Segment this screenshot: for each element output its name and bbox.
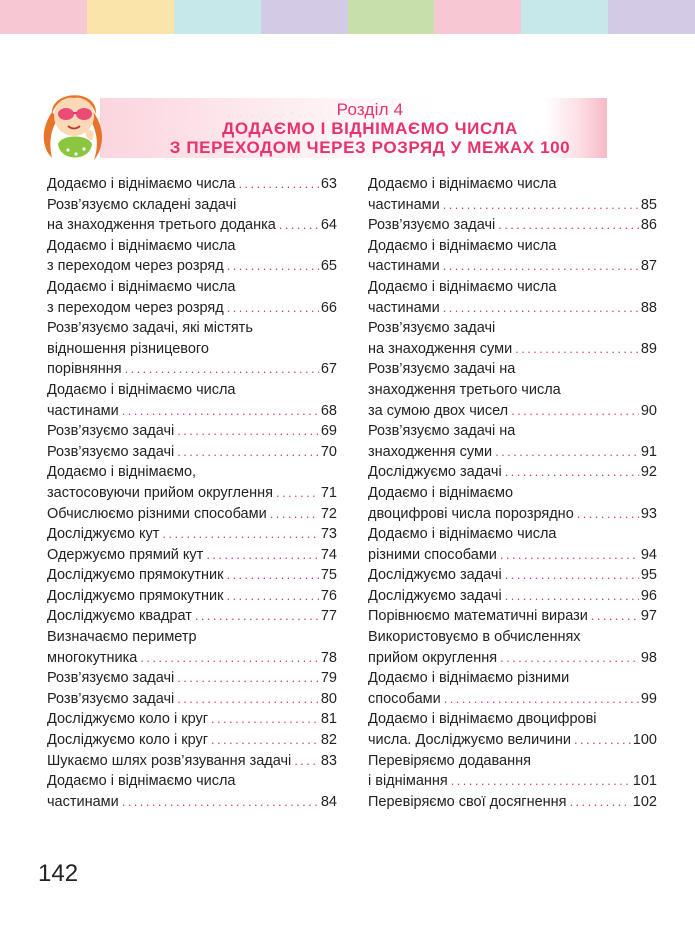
toc-page-number: 79 [320, 670, 337, 687]
toc-entry-last-line [47, 730, 337, 751]
toc-entry-text: Додаємо і віднімаємо числа [47, 773, 236, 790]
toc-page-number: 77 [320, 608, 337, 625]
toc-page-number: 85 [640, 196, 657, 213]
dot-leader [444, 689, 639, 710]
toc-entry[interactable] [47, 565, 337, 586]
toc-entry-text: частинами [47, 402, 119, 419]
toc-entry-text: Шукаємо шлях розв’язування задачі [47, 752, 292, 769]
toc-entry[interactable] [47, 277, 337, 318]
toc-entry-text: частинами [368, 196, 440, 213]
dot-leader [511, 401, 639, 422]
toc-entry-text: Досліджуємо коло і круг [47, 732, 209, 749]
toc-entry-last-line [368, 215, 657, 236]
dot-leader [239, 174, 319, 195]
toc-entry-last-line [368, 606, 657, 627]
toc-entry-text: частинами [368, 299, 440, 316]
toc-entry-text: Досліджуємо прямокутник [47, 567, 224, 584]
toc-page-number: 71 [320, 484, 337, 501]
toc-entry[interactable] [47, 524, 337, 545]
toc-entry-last-line [47, 174, 337, 195]
toc-entry[interactable] [47, 668, 337, 689]
toc-entry[interactable] [47, 689, 337, 710]
dot-leader [443, 256, 639, 277]
toc-page-number: 99 [640, 690, 657, 707]
dot-leader [279, 215, 319, 236]
toc-page-number: 67 [320, 361, 337, 378]
toc-entry-last-line [368, 504, 657, 525]
toc-page-number: 76 [320, 587, 337, 604]
dot-leader [505, 565, 639, 586]
toc-page-number: 72 [320, 505, 337, 522]
dot-leader [122, 401, 319, 422]
toc-page-number: 92 [640, 464, 657, 481]
toc-entry-last-line [368, 586, 657, 607]
toc-entry-last-line [368, 298, 657, 319]
toc-entry-last-line [47, 586, 337, 607]
toc-page-number: 82 [320, 732, 337, 749]
toc-page-number: 64 [320, 217, 337, 234]
toc-entry-text: знаходження суми [368, 443, 493, 460]
dot-leader [125, 359, 319, 380]
toc-entry-last-line [47, 421, 337, 442]
stripe-segment [348, 0, 435, 34]
toc-page-number: 93 [640, 505, 657, 522]
toc-entry[interactable] [368, 586, 657, 607]
dot-leader [206, 545, 319, 566]
toc-entry-text: знаходження третього числа [368, 381, 561, 398]
toc-entry-text: Додаємо і віднімаємо двоцифрові [368, 711, 597, 728]
toc-page-number: 87 [640, 258, 657, 275]
toc-entry-last-line [368, 792, 657, 813]
dot-leader [498, 215, 639, 236]
toc-right-column [368, 174, 657, 812]
toc-entry[interactable] [368, 236, 657, 277]
toc-entry-text: Розв’язуємо задачі [47, 423, 175, 440]
toc-entry[interactable] [47, 709, 337, 730]
toc-page-number: 97 [640, 608, 657, 625]
toc-page-number: 63 [320, 176, 337, 192]
toc-entry-last-line [47, 565, 337, 586]
stripe-segment [521, 0, 608, 34]
stripe-segment [261, 0, 348, 34]
dot-leader [270, 504, 319, 525]
toc-entry-last-line [368, 401, 657, 422]
toc-entry[interactable] [368, 359, 657, 421]
toc-entry-text: Додаємо і віднімаємо числа [47, 278, 236, 295]
toc-entry[interactable] [47, 174, 337, 195]
dot-leader [443, 298, 639, 319]
toc-page-number: 84 [320, 793, 337, 810]
dot-leader [227, 565, 319, 586]
toc-entry-last-line [47, 483, 337, 504]
toc-entry[interactable] [47, 730, 337, 751]
toc-entry-last-line [368, 442, 657, 463]
toc-entry-last-line [368, 689, 657, 710]
toc-page-number: 98 [640, 649, 657, 666]
dot-leader [515, 339, 639, 360]
toc-entry[interactable] [368, 792, 657, 813]
toc-entry-text: Розв’язуємо задачі на [368, 423, 516, 440]
toc-page-number: 74 [320, 546, 337, 563]
toc-entry-text: Додаємо і віднімаємо числа [47, 176, 236, 192]
toc-entry-text: Додаємо і віднімаємо числа [368, 237, 557, 254]
dot-leader [177, 442, 319, 463]
toc-entry-text: Розв’язуємо задачі [47, 690, 175, 707]
toc-entry-text: Визначаємо периметр [47, 629, 197, 646]
toc-entry-last-line [47, 648, 337, 669]
toc-entry-text: частинами [47, 793, 119, 810]
toc-page-number: 68 [320, 402, 337, 419]
dot-leader [505, 586, 639, 607]
toc-entry[interactable] [47, 380, 337, 421]
toc-entry-text: Досліджуємо коло і круг [47, 711, 209, 728]
toc-entry-text: з переходом через розряд [47, 299, 224, 316]
toc-entry-last-line [47, 751, 337, 772]
toc-page-number: 102 [632, 793, 657, 810]
dot-leader [177, 689, 319, 710]
toc-entry[interactable] [368, 627, 657, 668]
stripe-segment [608, 0, 695, 34]
toc-entry-last-line [47, 256, 337, 277]
toc-entry[interactable] [47, 195, 337, 236]
toc-entry[interactable] [368, 421, 657, 462]
dot-leader [227, 256, 319, 277]
stripe-segment [174, 0, 261, 34]
toc-entry-text: Перевіряємо свої досягнення [368, 793, 567, 810]
toc-entry-text: двоцифрові числа порозрядно [368, 505, 574, 522]
toc-entry[interactable] [47, 545, 337, 566]
toc-entry[interactable] [368, 524, 657, 565]
toc-entry-last-line [368, 195, 657, 216]
dot-leader [574, 730, 631, 751]
toc-entry[interactable] [368, 709, 657, 750]
toc-entry-last-line [47, 545, 337, 566]
toc-page-number: 75 [320, 567, 337, 584]
toc-page-number: 70 [320, 443, 337, 460]
toc-entry-last-line [47, 709, 337, 730]
girl-illustration [30, 70, 120, 170]
dot-leader [500, 545, 639, 566]
stripe-segment [0, 0, 87, 34]
toc-entry-last-line [368, 256, 657, 277]
toc-page-number: 81 [320, 711, 337, 728]
toc-entry-text: Перевіряємо додавання [368, 752, 531, 769]
toc-page-number: 73 [320, 526, 337, 543]
page-number: 142 [38, 860, 79, 887]
toc-page-number: 96 [640, 587, 657, 604]
dot-leader [505, 462, 639, 483]
dot-leader [451, 771, 631, 792]
toc-page-number: 86 [640, 217, 657, 234]
toc-page-number: 100 [632, 732, 657, 749]
toc-entry-text: на знаходження суми [368, 340, 513, 357]
toc-entry-text: Обчислюємо різними способами [47, 505, 267, 522]
toc-entry-text: з переходом через розряд [47, 258, 224, 275]
dot-leader [495, 442, 639, 463]
toc-page-number: 69 [320, 423, 337, 440]
toc-entry-last-line [47, 606, 337, 627]
toc-entry[interactable] [47, 586, 337, 607]
section-title-line-1: ДОДАЄМО І ВІДНІМАЄМО ЧИСЛА [222, 119, 518, 138]
toc-entry-text: Досліджуємо задачі [368, 567, 502, 584]
toc-page-number: 66 [320, 299, 337, 316]
toc-entry-text: відношення різницевого [47, 340, 209, 357]
toc-entry-text: Розв’язуємо задачі [47, 443, 175, 460]
dot-leader [227, 298, 319, 319]
dot-leader [570, 792, 631, 813]
toc-entry-text: за сумою двох чисел [368, 402, 509, 419]
toc-entry-last-line [368, 730, 657, 751]
toc-entry-text: многокутника [47, 649, 138, 666]
toc-left-column [47, 174, 337, 812]
toc-entry[interactable] [47, 627, 337, 668]
toc-entry-text: Додаємо і віднімаємо числа [368, 278, 557, 295]
toc-entry[interactable] [368, 277, 657, 318]
toc-entry-text: на знаходження третього доданка [47, 217, 276, 234]
toc-entry-text: Додаємо і віднімаємо числа [368, 526, 557, 543]
toc-entry-text: Додаємо і віднімаємо числа [368, 176, 557, 192]
toc-entry[interactable] [368, 483, 657, 524]
toc-entry-last-line [47, 401, 337, 422]
dot-leader [177, 668, 319, 689]
toc-entry-last-line [368, 565, 657, 586]
toc-entry-text: Досліджуємо задачі [368, 587, 502, 604]
dot-leader [500, 648, 639, 669]
toc-entry-text: частинами [368, 258, 440, 275]
dot-leader [162, 524, 318, 545]
toc-entry-last-line [368, 462, 657, 483]
toc-page-number: 95 [640, 567, 657, 584]
toc-entry-last-line [368, 339, 657, 360]
toc-entry[interactable] [47, 462, 337, 503]
toc-entry[interactable] [47, 236, 337, 277]
toc-entry-text: Розв’язуємо задачі на [368, 361, 516, 378]
color-stripe [0, 0, 695, 34]
toc-entry-last-line [47, 524, 337, 545]
dot-leader [211, 709, 319, 730]
toc-entry-last-line [47, 689, 337, 710]
toc-entry[interactable] [47, 771, 337, 812]
toc-entry-last-line [47, 504, 337, 525]
toc-entry-text: Розв’язуємо задачі, які містять [47, 320, 253, 337]
toc-entry-text: Розв’язуємо задачі [47, 670, 175, 687]
toc-page-number: 83 [320, 752, 337, 769]
toc-page-number: 91 [640, 443, 657, 460]
toc-entry-text: прийом округлення [368, 649, 498, 666]
toc-entry-text: порівняння [47, 361, 122, 378]
toc-entry[interactable] [47, 442, 337, 463]
dot-leader [443, 195, 639, 216]
stripe-segment [434, 0, 521, 34]
dot-leader [211, 730, 319, 751]
dot-leader [177, 421, 319, 442]
toc-page-number: 65 [320, 258, 337, 275]
toc-entry[interactable] [47, 318, 337, 380]
toc-entry-last-line [47, 215, 337, 236]
toc-page-number: 78 [320, 649, 337, 666]
toc-entry[interactable] [47, 504, 337, 525]
toc-entry-text: Додаємо і віднімаємо числа [47, 237, 236, 254]
toc-entry[interactable] [368, 174, 657, 215]
toc-entry-last-line [47, 792, 337, 813]
toc-entry[interactable] [368, 751, 657, 792]
toc-entry[interactable] [368, 462, 657, 483]
toc-entry-text: Досліджуємо задачі [368, 464, 502, 481]
toc-page-number: 90 [640, 402, 657, 419]
toc-entry-text: Розв’язуємо задачі [368, 217, 496, 234]
dot-leader [195, 606, 319, 627]
toc-entry[interactable] [47, 606, 337, 627]
toc-entry[interactable] [368, 668, 657, 709]
toc-entry[interactable] [368, 215, 657, 236]
dot-leader [227, 586, 319, 607]
toc-entry-text: Одержуємо прямий кут [47, 546, 204, 563]
dot-leader [276, 483, 319, 504]
toc-entry[interactable] [368, 318, 657, 359]
toc-entry-text: Досліджуємо квадрат [47, 608, 192, 625]
toc-entry-text: Порівнюємо математичні вирази [368, 608, 588, 625]
stripe-segment [87, 0, 174, 34]
toc-entry-text: різними способами [368, 546, 497, 563]
dot-leader [140, 648, 319, 669]
toc-entry-text: застосовуючи прийом округлення [47, 484, 273, 501]
toc-entry[interactable] [368, 565, 657, 586]
toc-entry[interactable] [47, 751, 337, 772]
toc-entry-last-line [368, 771, 657, 792]
toc-entry-text: Додаємо і віднімаємо різними [368, 670, 570, 687]
toc-entry-text: Додаємо і віднімаємо, [47, 464, 197, 481]
dot-leader [294, 751, 319, 772]
toc-entry-text: Використовуємо в обчисленнях [368, 629, 581, 646]
section-title-line-2: З ПЕРЕХОДОМ ЧЕРЕЗ РОЗРЯД У МЕЖАХ 100 [169, 138, 571, 157]
dot-leader [122, 792, 319, 813]
toc-entry-last-line [47, 298, 337, 319]
toc-entry-last-line [47, 668, 337, 689]
toc-entry[interactable] [47, 421, 337, 442]
toc-entry-text: Розв’язуємо складені задачі [47, 196, 237, 213]
toc-entry[interactable] [368, 606, 657, 627]
toc-entry-text: Досліджуємо кут [47, 526, 160, 543]
section-number: Розділ 4 [336, 100, 404, 119]
toc-page-number: 101 [632, 773, 657, 790]
dot-leader [577, 504, 639, 525]
toc-entry-text: способами [368, 690, 441, 707]
toc-entry-text: Досліджуємо прямокутник [47, 587, 224, 604]
toc-entry-text: Розв’язуємо задачі [368, 320, 496, 337]
toc-entry-text: числа. Досліджуємо величини [368, 732, 571, 749]
toc-entry-last-line [368, 648, 657, 669]
toc-entry-text: Додаємо і віднімаємо [368, 484, 514, 501]
toc-entry-last-line [47, 359, 337, 380]
toc-entry-last-line [47, 442, 337, 463]
toc-entry-last-line [368, 545, 657, 566]
toc-page-number: 80 [320, 690, 337, 707]
toc-page-number: 88 [640, 299, 657, 316]
dot-leader [591, 606, 639, 627]
section-header [120, 100, 620, 157]
toc-page-number: 89 [640, 340, 657, 357]
toc-page-number: 94 [640, 546, 657, 563]
toc-entry-text: Додаємо і віднімаємо числа [47, 381, 236, 398]
toc-entry-text: і віднімання [368, 773, 448, 790]
